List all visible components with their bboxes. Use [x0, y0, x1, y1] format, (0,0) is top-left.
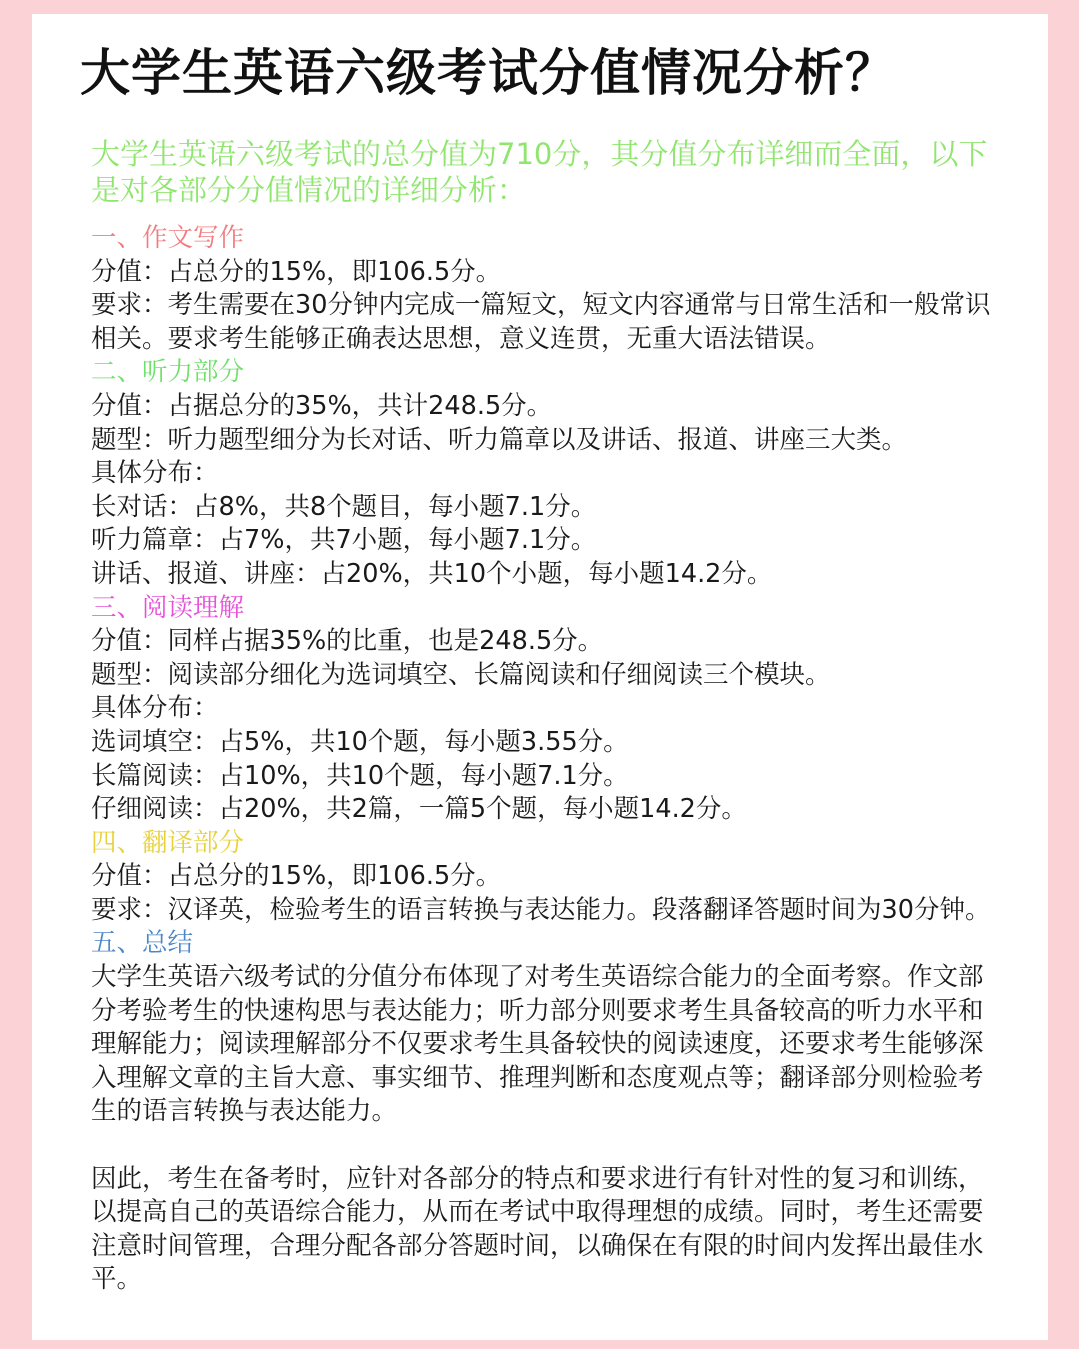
listening-lecture-line: 讲话、报道、讲座：占20%，共10个小题，每小题14.2分。 — [91, 558, 773, 589]
writing-score-line: 分值：占总分的15%，即106.5分。 — [91, 256, 502, 287]
reading-cloze-line: 选词填空：占5%，共10个题，每小题3.55分。 — [91, 726, 629, 757]
page-title: 大学生英语六级考试分值情况分析？ — [80, 44, 896, 102]
reading-careful-line: 仔细阅读：占20%，共2篇，一篇5个题，每小题14.2分。 — [91, 794, 747, 825]
reading-score-line: 分值：同样占据35%的比重，也是248.5分。 — [91, 626, 604, 657]
article-body — [91, 222, 991, 1297]
reading-type-line: 题型：阅读部分细化为选词填空、长篇阅读和仔细阅读三个模块。 — [91, 659, 831, 690]
listening-score-line: 分值：占据总分的35%，共计248.5分。 — [91, 390, 553, 421]
section-heading-writing: 一、作文写作 — [91, 223, 245, 253]
conclusion-paragraph: 因此，考生在备考时，应针对各部分的特点和要求进行有针对性的复习和训练，以提高自己的英语综合能力，从而在考试中取得理想的成绩。同时，考生还需要注意时间管理，合理分配各部分答题时间，以确保在有限的时间内发挥出最佳水平。 — [91, 1163, 984, 1295]
listening-passage-line: 听力篇章：占7%，共7小题，每小题7.1分。 — [91, 525, 597, 556]
listening-type-line: 题型：听力题型细分为长对话、听力篇章以及讲话、报道、讲座三大类。 — [91, 424, 908, 455]
reading-long-passage-line: 长篇阅读：占10%，共10个题，每小题7.1分。 — [91, 760, 629, 791]
section-heading-listening: 二、听力部分 — [91, 357, 245, 388]
section-heading-reading: 三、阅读理解 — [91, 592, 245, 623]
listening-long-dialogue-line: 长对话：占8%，共8个题目，每小题7.1分。 — [91, 491, 597, 522]
section-heading-translation: 四、翻译部分 — [91, 827, 245, 858]
translation-score-line: 分值：占总分的15%，即106.5分。 — [91, 861, 502, 892]
intro-paragraph: 大学生英语六级考试的总分值为710分，其分值分布详细而全面，以下是对各部分分值情况的详细分析： — [91, 137, 988, 207]
translation-requirement-line: 要求：汉译英，检验考生的语言转换与表达能力。段落翻译答题时间为30分钟。 — [91, 894, 991, 925]
summary-paragraph: 大学生英语六级考试的分值分布体现了对考生英语综合能力的全面考察。作文部分考验考生的快速构思与表达能力；听力部分则要求考生具备较高的听力水平和理解能力；阅读理解部分不仅要求考生具备较快的阅读速度，还要求考生能够深入理解文章的主旨大意、事实细节、推理判断和态度观点等；翻译部分则检验考生的语言转换与表达能力。 — [91, 962, 984, 1127]
section-heading-summary: 五、总结 — [91, 928, 194, 959]
listening-distribution-label: 具体分布： — [91, 458, 219, 489]
writing-requirement-line: 要求：考生需要在30分钟内完成一篇短文，短文内容通常与日常生活和一般常识相关。要求考生能够正确表达思想，意义连贯，无重大语法错误。 — [91, 290, 991, 354]
paragraph-gap — [91, 1129, 991, 1163]
reading-distribution-label: 具体分布： — [91, 693, 219, 724]
